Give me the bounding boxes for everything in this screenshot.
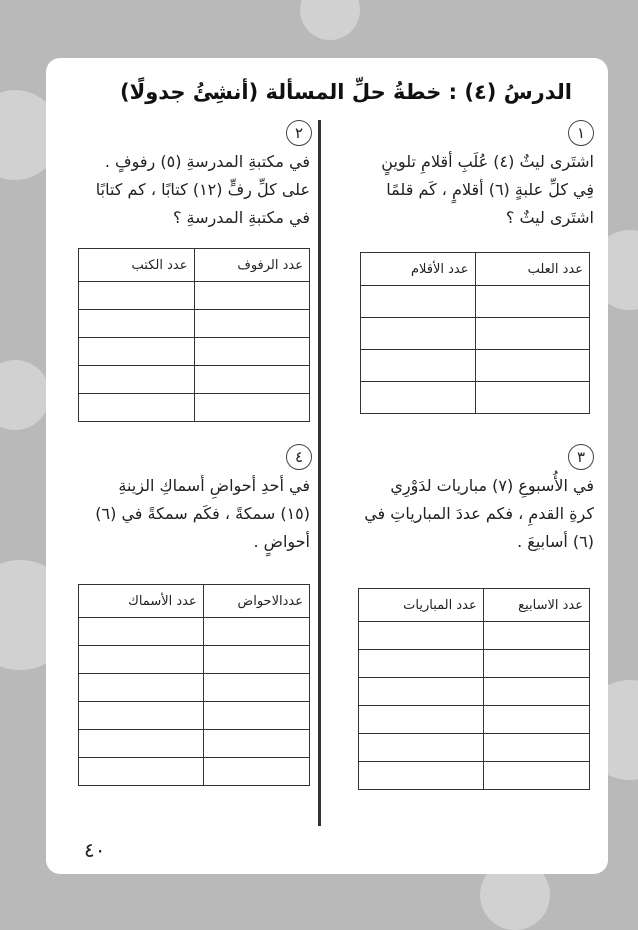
table-row	[79, 702, 310, 730]
problem-text	[354, 148, 594, 232]
table-cell[interactable]	[483, 762, 589, 790]
table-row	[79, 618, 310, 646]
table-cell[interactable]	[483, 678, 589, 706]
table-row	[79, 730, 310, 758]
table-cell[interactable]	[483, 650, 589, 678]
answer-table	[78, 584, 310, 786]
table-cell[interactable]	[361, 286, 476, 318]
table-cell[interactable]	[203, 674, 309, 702]
table-cell[interactable]	[79, 730, 204, 758]
column-header: عدد العلب	[475, 253, 590, 286]
table-row	[361, 350, 590, 382]
problem-line: كرةِ القدمِ ، فكم عددَ المبارياتِ في	[364, 504, 594, 523]
table-cell[interactable]	[79, 618, 204, 646]
table-cell[interactable]	[79, 310, 195, 338]
problem-line: في مكتبةِ المدرسةِ ؟	[172, 208, 310, 227]
table-cell[interactable]	[79, 394, 195, 422]
table-cell[interactable]	[361, 382, 476, 414]
table-row	[359, 678, 590, 706]
problem-line: على كلِّ رفٍّ (١٢) كتابًا ، كم كتابًا	[95, 180, 310, 199]
background-bubble	[0, 360, 50, 430]
problem-number: ٢	[286, 120, 312, 146]
table-cell[interactable]	[361, 350, 476, 382]
table-cell[interactable]	[483, 734, 589, 762]
table-cell[interactable]	[359, 762, 484, 790]
table-row	[361, 318, 590, 350]
problem-text	[70, 472, 310, 556]
lesson-title: الدرسُ (٤) : خطةُ حلِّ المسألة (أنشِئُ جدولًا)	[120, 80, 572, 104]
answer-table	[360, 252, 590, 414]
problem-number: ٤	[286, 444, 312, 470]
table-cell[interactable]	[79, 758, 204, 786]
table-cell[interactable]	[79, 338, 195, 366]
table-cell[interactable]	[194, 338, 310, 366]
table-row	[79, 366, 310, 394]
table-cell[interactable]	[483, 706, 589, 734]
table-cell[interactable]	[79, 646, 204, 674]
problem-number: ٣	[568, 444, 594, 470]
table-cell[interactable]	[475, 350, 590, 382]
column-header: عدد الأسماك	[79, 585, 204, 618]
table-cell[interactable]	[79, 674, 204, 702]
table-cell[interactable]	[361, 318, 476, 350]
table-cell[interactable]	[79, 282, 195, 310]
problem-text	[70, 148, 310, 232]
problem-line: في الأُسبوعِ (٧) مباريات لدَوْرِي	[390, 476, 594, 495]
table-cell[interactable]	[194, 282, 310, 310]
column-header: عدد الكتب	[79, 249, 195, 282]
problem-line: في مكتبةِ المدرسةِ (٥) رفوفٍ .	[104, 152, 310, 171]
problem-line: فِي كلِّ علبةٍ (٦) أقلامٍ ، كَم قلمًا	[386, 180, 594, 199]
column-header: عدد الاسابيع	[483, 589, 589, 622]
table-cell[interactable]	[359, 622, 484, 650]
problem-line: اشتَرى ليثٌ (٤) عُلَبِ أقلامِ تلوينٍ	[381, 152, 594, 171]
background-bubble	[300, 0, 360, 40]
table-cell[interactable]	[194, 310, 310, 338]
table-row	[359, 762, 590, 790]
problem-line: اشتَرى ليثٌ ؟	[505, 208, 594, 227]
column-header: عددالاحواض	[203, 585, 309, 618]
table-row	[79, 282, 310, 310]
problem-line: (١٥) سمكةً ، فكَم سمكةً في (٦)	[95, 504, 310, 523]
column-header: عدد الرفوف	[194, 249, 310, 282]
answer-table	[78, 248, 310, 422]
table-row	[79, 646, 310, 674]
table-cell[interactable]	[359, 734, 484, 762]
problem-2	[46, 120, 316, 450]
column-divider	[318, 120, 321, 826]
table-cell[interactable]	[203, 730, 309, 758]
table-row	[361, 382, 590, 414]
table-cell[interactable]	[79, 702, 204, 730]
table-row	[79, 674, 310, 702]
table-row	[79, 338, 310, 366]
problem-1	[332, 120, 602, 420]
problem-number: ١	[568, 120, 594, 146]
page-number: ٤٠	[84, 838, 106, 862]
table-cell[interactable]	[475, 286, 590, 318]
problem-line: في أحدِ أحواضِ أسماكِ الزينةِ	[118, 476, 310, 495]
worksheet-page	[46, 58, 608, 874]
problem-text	[354, 472, 594, 556]
table-cell[interactable]	[483, 622, 589, 650]
table-cell[interactable]	[203, 646, 309, 674]
table-row	[359, 650, 590, 678]
table-cell[interactable]	[475, 382, 590, 414]
table-row	[79, 394, 310, 422]
table-cell[interactable]	[359, 678, 484, 706]
problem-line: أحواضٍ .	[253, 532, 310, 551]
table-cell[interactable]	[359, 706, 484, 734]
table-cell[interactable]	[475, 318, 590, 350]
table-row	[79, 758, 310, 786]
table-row	[361, 286, 590, 318]
table-cell[interactable]	[203, 618, 309, 646]
problem-line: (٦) أسابيعَ .	[517, 532, 594, 551]
table-cell[interactable]	[359, 650, 484, 678]
table-row	[359, 734, 590, 762]
table-cell[interactable]	[194, 366, 310, 394]
table-cell[interactable]	[194, 394, 310, 422]
table-cell[interactable]	[203, 702, 309, 730]
table-row	[79, 310, 310, 338]
problem-3	[332, 444, 602, 804]
table-cell[interactable]	[203, 758, 309, 786]
column-header: عدد المباريات	[359, 589, 484, 622]
table-row	[359, 622, 590, 650]
column-header: عدد الأقلام	[361, 253, 476, 286]
problem-4	[46, 444, 316, 804]
table-cell[interactable]	[79, 366, 195, 394]
answer-table	[358, 588, 590, 790]
table-row	[359, 706, 590, 734]
